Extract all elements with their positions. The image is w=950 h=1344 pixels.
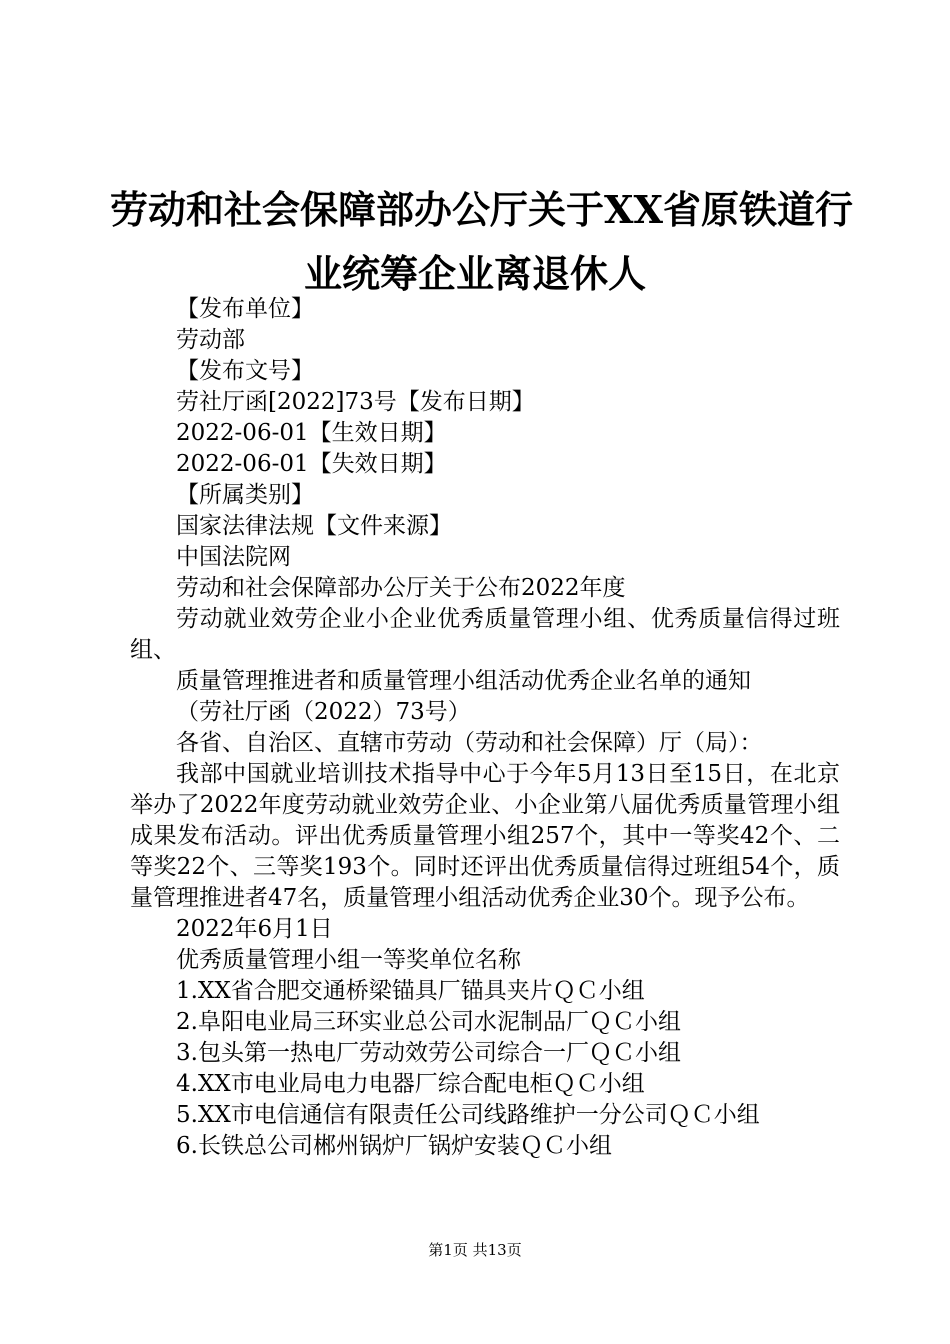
notice-body: 我部中国就业培训技术指导中心于今年5月13日至15日，在北京举办了2022年度劳动就业效劳企业、小企业第八届优秀质量管理小组成果发布活动。评出优秀质量管理小组257个，其中一等奖42个、二等奖22个、三等奖193个。同时还评出优秀质量信得过班组54个，质量管理推进者47名，质量管理小组活动优秀企业30个。现予公布。 bbox=[130, 761, 840, 911]
effective-date-value: 2022-06-01【失效日期】 bbox=[176, 451, 447, 477]
issuer-value: 劳动部 bbox=[176, 327, 245, 353]
document-title bbox=[110, 178, 853, 306]
notice-heading-2: 劳动就业效劳企业小企业优秀质量管理小组、优秀质量信得过班组、 bbox=[130, 606, 840, 663]
label-doc-number: 【发布文号】 bbox=[176, 358, 314, 384]
list-item: 6.长铁总公司郴州锅炉厂锅炉安装ＱＣ小组 bbox=[176, 1133, 612, 1159]
notice-heading-3: 质量管理推进者和质量管理小组活动优秀企业名单的通知 bbox=[176, 668, 751, 694]
list-item: 1.XX省合肥交通桥梁锚具厂锚具夹片ＱＣ小组 bbox=[176, 978, 645, 1004]
notice-number: （劳社厅函（2022）73号） bbox=[176, 699, 471, 725]
title-line-2: 业统筹企业离退休人 bbox=[303, 251, 646, 296]
source-value: 中国法院网 bbox=[176, 544, 291, 570]
label-category: 【所属类别】 bbox=[176, 482, 314, 508]
doc-number-value: 劳社厅函[2022]73号【发布日期】 bbox=[176, 389, 535, 415]
notice-date: 2022年6月1日 bbox=[176, 916, 333, 942]
category-value: 国家法律法规【文件来源】 bbox=[176, 513, 452, 539]
list-item: 3.包头第一热电厂劳动效劳公司综合一厂ＱＣ小组 bbox=[176, 1040, 681, 1066]
list-heading: 优秀质量管理小组一等奖单位名称 bbox=[176, 947, 521, 973]
document-body bbox=[130, 294, 840, 1162]
issue-date-value: 2022-06-01【生效日期】 bbox=[176, 420, 447, 446]
page-footer: 第1页 共13页 bbox=[428, 1241, 522, 1259]
salutation: 各省、自治区、直辖市劳动（劳动和社会保障）厅（局）： bbox=[176, 730, 763, 756]
notice-heading-1: 劳动和社会保障部办公厅关于公布2022年度 bbox=[176, 575, 626, 601]
title-line-1: 劳动和社会保障部办公厅关于XX省原铁道行 bbox=[110, 187, 853, 232]
label-issuer: 【发布单位】 bbox=[176, 296, 314, 322]
list-item: 4.XX市电业局电力电器厂综合配电柜ＱＣ小组 bbox=[176, 1071, 645, 1097]
list-item: 2.阜阳电业局三环实业总公司水泥制品厂ＱＣ小组 bbox=[176, 1009, 681, 1035]
list-item: 5.XX市电信通信有限责任公司线路维护一分公司ＱＣ小组 bbox=[176, 1102, 760, 1128]
